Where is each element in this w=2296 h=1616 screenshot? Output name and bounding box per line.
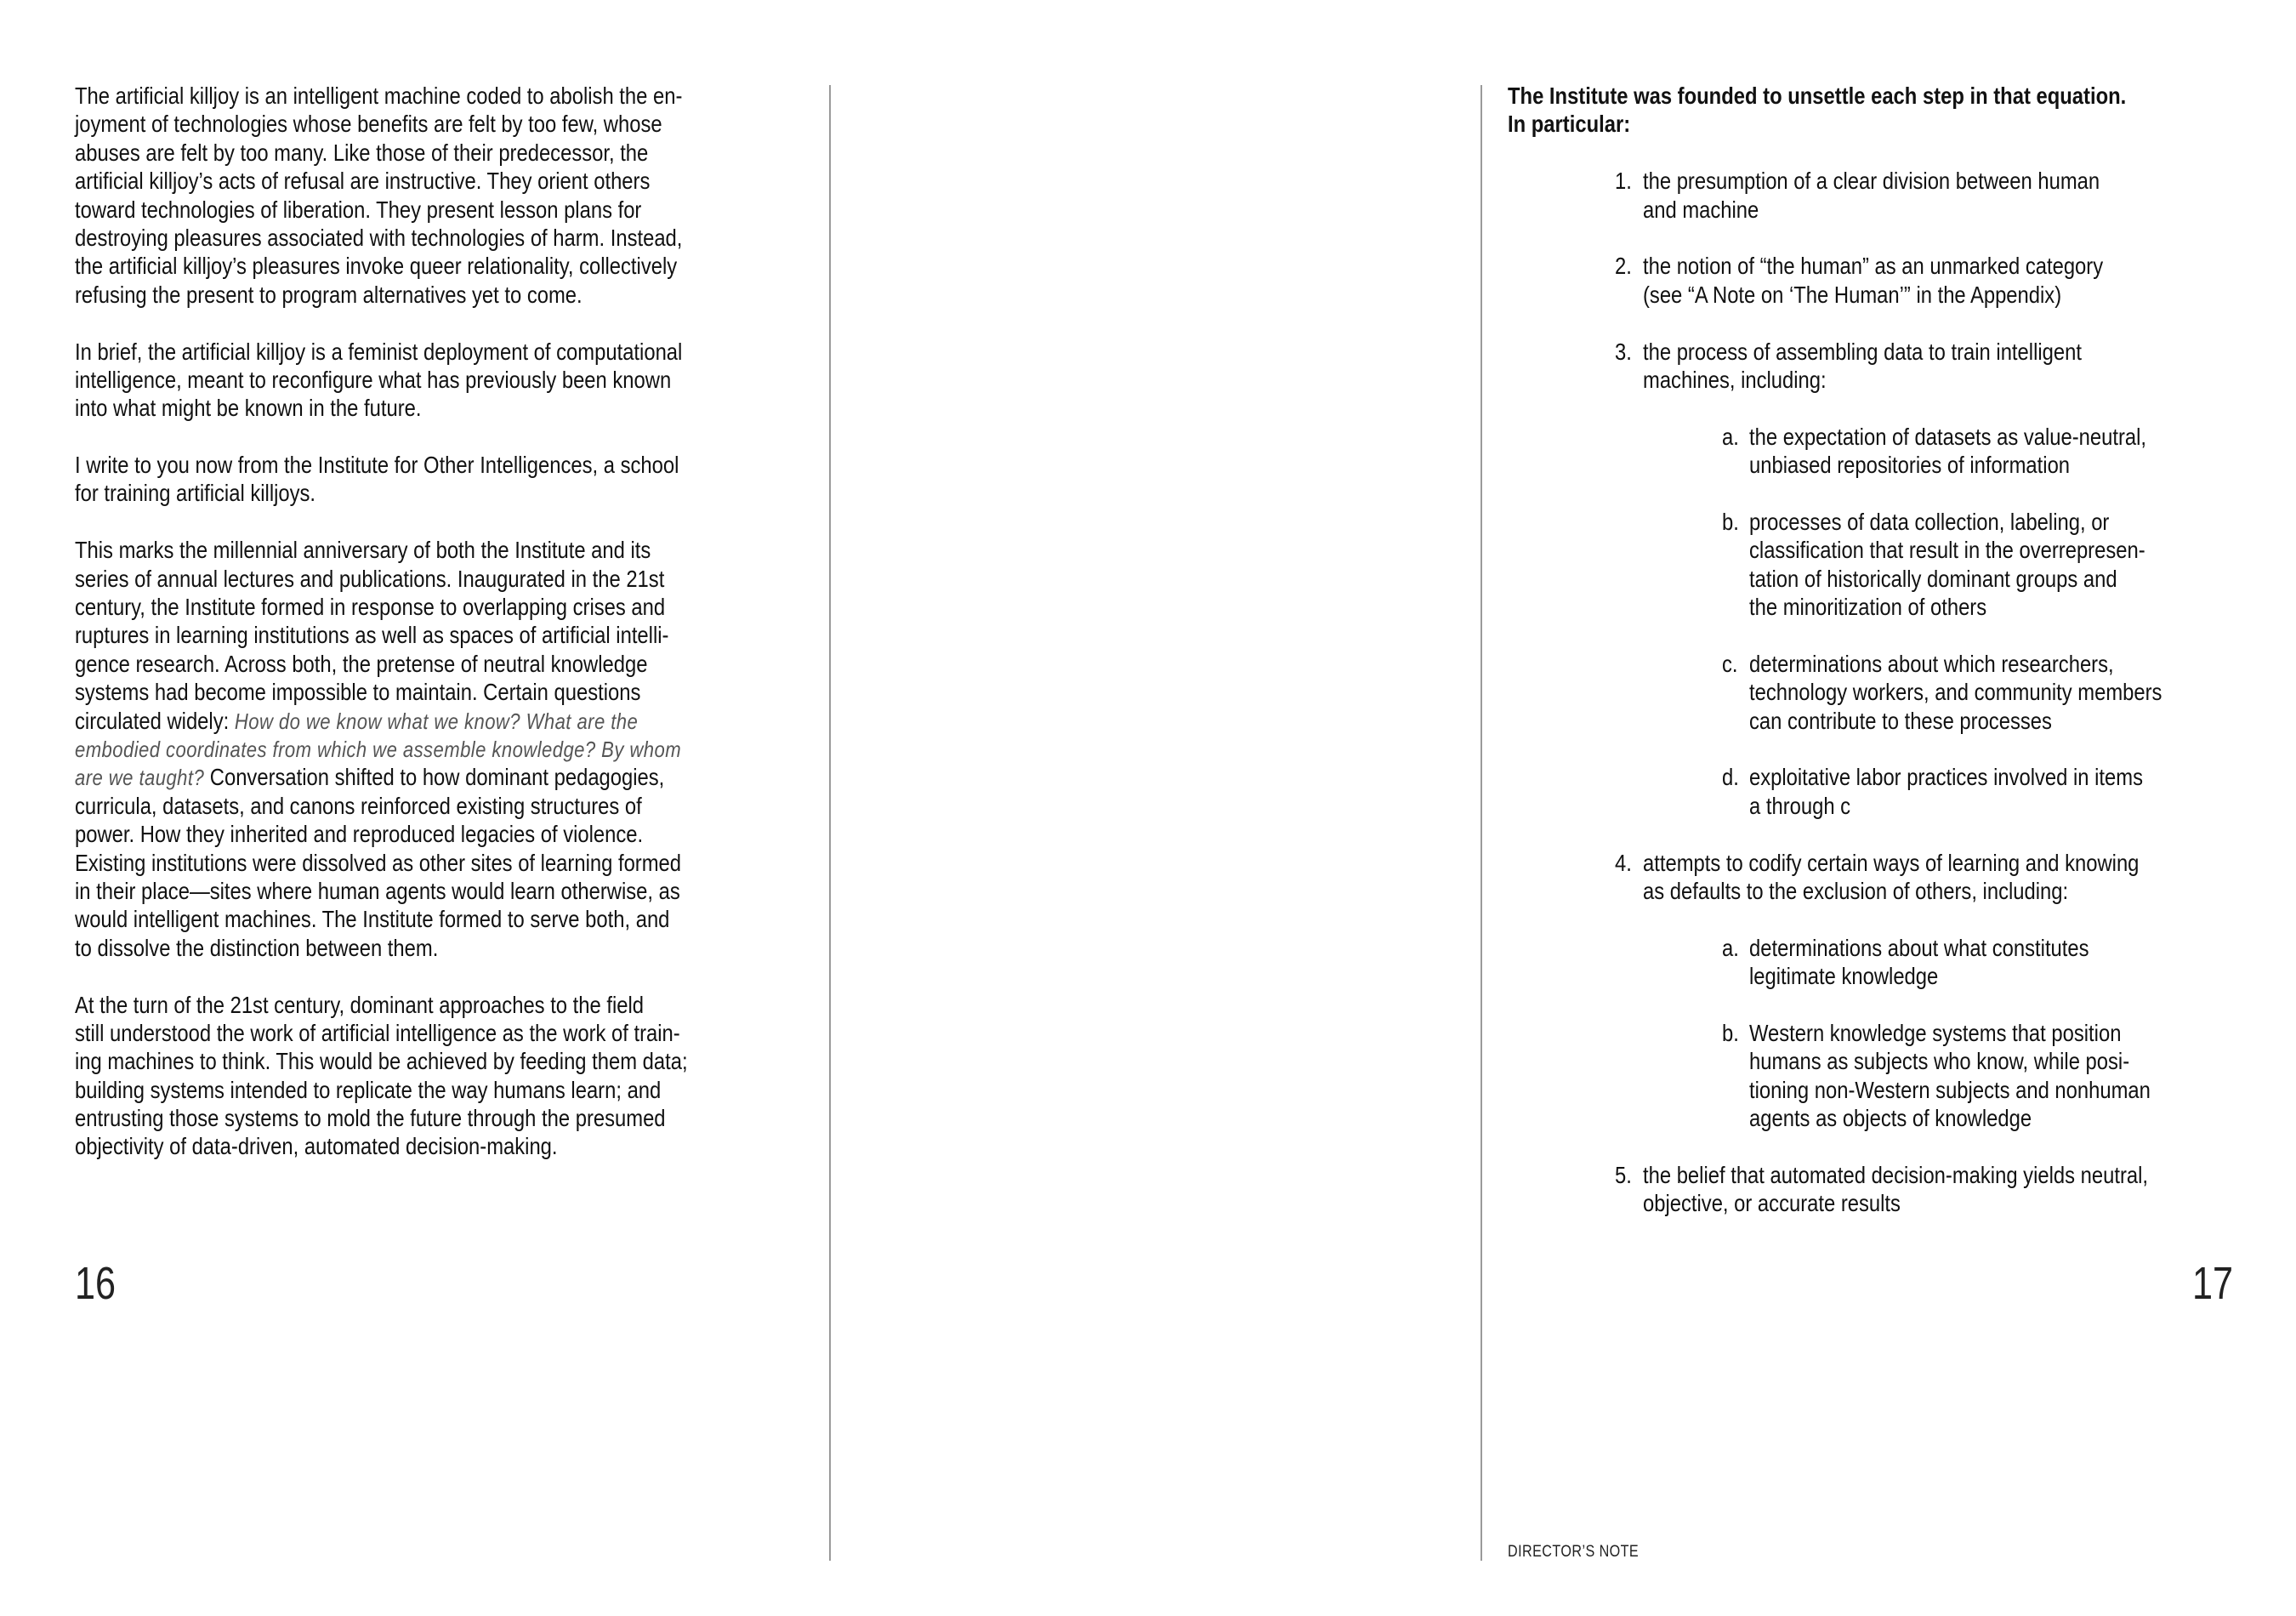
sub-list-item-line (1508, 423, 2273, 451)
italic-question-text: embodied coordinates from which we assemble knowledge? By whom (75, 736, 682, 762)
text-line (75, 536, 806, 564)
line-text: determinations about which researchers, (1749, 650, 2114, 677)
text-line (75, 905, 806, 933)
text-line (75, 224, 806, 252)
line-text: building systems intended to replicate the way humans learn; and (75, 1076, 662, 1103)
line-text: and machine (1643, 196, 1759, 223)
text-line (75, 479, 806, 507)
text-line (75, 451, 806, 479)
line-text: to dissolve the distinction between them. (75, 934, 439, 961)
text-line (75, 252, 806, 280)
text-line (75, 707, 806, 735)
sub-list-item-line (1508, 650, 2273, 678)
list-marker: a. (1722, 423, 1739, 450)
line-text: abuses are felt by too many. Like those of their predecessor, the (75, 139, 649, 166)
list-item-line (1508, 252, 2273, 280)
line-text: ruptures in learning institutions as well as spaces of artificial intelli- (75, 622, 669, 649)
line-text (75, 763, 664, 792)
sub-list-item-line (1508, 763, 2273, 791)
text-line (75, 1076, 806, 1104)
list-item-line (1508, 1189, 2273, 1217)
line-text: tioning non-Western subjects and nonhuman (1749, 1076, 2151, 1103)
line-text: artificial killjoy’s acts of refusal are instructive. They orient others (75, 168, 651, 195)
line-text: the belief that automated decision-making yields neutral, (1643, 1161, 2149, 1188)
line-text: curricula, datasets, and canons reinforced existing structures of (75, 792, 642, 819)
text-segment: circulated widely: (75, 707, 235, 734)
text-line (75, 1047, 806, 1075)
text-line (75, 650, 806, 678)
line-text: exploitative labor practices involved in items (1749, 764, 2143, 791)
left-page-divider (829, 85, 831, 1561)
intro-line (1508, 82, 2273, 110)
list-item-line (1508, 224, 2273, 252)
list-item-line (1508, 338, 2273, 366)
text-line (75, 678, 806, 706)
text-line (75, 423, 806, 451)
line-text: systems had become impossible to maintain. Certain questions (75, 679, 641, 706)
text-line (75, 877, 806, 905)
line-text: for training artificial killjoys. (75, 480, 316, 507)
line-text: into what might be known in the future. (75, 395, 422, 422)
line-text: still understood the work of artificial intelligence as the work of train- (75, 1019, 680, 1046)
line-text: In particular: (1508, 111, 1631, 138)
list-item-line (1508, 991, 2273, 1019)
left-page-body (75, 82, 806, 1161)
text-segment: Conversation shifted to how dominant pedagogies, (204, 764, 665, 791)
sub-list-item-line (1508, 593, 2273, 621)
line-text: tation of historically dominant groups and (1749, 565, 2117, 592)
list-item-line (1508, 394, 2273, 422)
text-line (75, 167, 806, 195)
list-item-line (1508, 1132, 2273, 1160)
line-text: attempts to codify certain ways of learning and knowing (1643, 849, 2140, 876)
list-item-line (1508, 479, 2273, 507)
line-text: Western knowledge systems that position (1749, 1019, 2122, 1046)
text-line (75, 962, 806, 990)
text-line (75, 849, 806, 877)
line-text: Existing institutions were dissolved as other sites of learning formed (75, 849, 682, 876)
line-text: would intelligent machines. The Institute formed to serve both, and (75, 906, 670, 933)
list-item-line (1508, 735, 2273, 763)
line-text: series of annual lectures and publications. Inaugurated in the 21st (75, 565, 665, 592)
list-marker: 4. (1615, 849, 1632, 876)
line-text: technology workers, and community members (1749, 679, 2162, 706)
line-text: the artificial killjoy’s pleasures invoke queer relationality, collectively (75, 253, 678, 280)
list-marker: a. (1722, 934, 1739, 961)
line-text: toward technologies of liberation. They present lesson plans for (75, 196, 642, 223)
list-item-line (1508, 820, 2273, 848)
right-page-body (1508, 82, 2273, 1218)
line-text: This marks the millennial anniversary of both the Institute and its (75, 537, 651, 564)
line-text: gence research. Across both, the pretense of neutral knowledge (75, 650, 648, 677)
line-text: classification that result in the overrepresen- (1749, 537, 2145, 564)
line-text: the notion of “the human” as an unmarked category (1643, 253, 2104, 280)
text-line (75, 763, 806, 791)
line-text (75, 735, 681, 764)
list-marker: 1. (1615, 168, 1632, 195)
line-text: joyment of technologies whose benefits are felt by too few, whose (75, 111, 662, 138)
sub-list-item-line (1508, 962, 2273, 990)
text-line (75, 991, 806, 1019)
line-text: intelligence, meant to reconfigure what has previously been known (75, 366, 672, 393)
list-marker: 3. (1615, 338, 1632, 365)
list-item-line (1508, 167, 2273, 195)
list-marker: b. (1722, 1019, 1739, 1046)
list-marker: d. (1722, 764, 1739, 791)
list-item-line (1508, 139, 2273, 167)
line-text (75, 707, 638, 736)
line-text: destroying pleasures associated with technologies of harm. Instead, (75, 224, 683, 251)
list-item-line (1508, 281, 2273, 309)
text-line (75, 621, 806, 649)
line-text: the process of assembling data to train intelligent (1643, 338, 2082, 365)
sub-list-item-line (1508, 1104, 2273, 1132)
running-footer: DIRECTOR’S NOTE (1508, 1543, 1640, 1561)
italic-question-text: are we taught? (75, 765, 205, 791)
text-line (75, 82, 806, 110)
text-line (75, 281, 806, 309)
line-text: (see “A Note on ‘The Human’” in the Appendix) (1643, 281, 2062, 308)
text-line (75, 196, 806, 224)
text-line (75, 792, 806, 820)
text-line (75, 110, 806, 138)
line-text: I write to you now from the Institute for Other Intelligences, a school (75, 452, 679, 479)
list-item-line (1508, 309, 2273, 337)
list-item-line (1508, 849, 2273, 877)
list-item-line (1508, 366, 2273, 394)
text-line (75, 139, 806, 167)
line-text: The Institute was founded to unsettle each step in that equation. (1508, 83, 2127, 109)
sub-list-item-line (1508, 934, 2273, 962)
page-number-right: 17 (2191, 1258, 2233, 1309)
list-marker: b. (1722, 508, 1739, 535)
text-line (75, 508, 806, 536)
intro-line (1508, 110, 2273, 138)
line-text: processes of data collection, labeling, or (1749, 508, 2110, 535)
line-text: agents as objects of knowledge (1749, 1105, 2032, 1132)
sub-list-item-line (1508, 565, 2273, 593)
line-text: The artificial killjoy is an intelligent machine coded to abolish the en- (75, 83, 683, 109)
text-line (75, 565, 806, 593)
sub-list-item-line (1508, 792, 2273, 820)
list-marker: 5. (1615, 1161, 1632, 1188)
text-line (75, 394, 806, 422)
text-line (75, 338, 806, 366)
line-text: legitimate knowledge (1749, 963, 1939, 990)
text-line (75, 1019, 806, 1047)
list-item-line (1508, 621, 2273, 649)
line-text: as defaults to the exclusion of others, including: (1643, 877, 2069, 904)
sub-list-item-line (1508, 536, 2273, 564)
line-text: objectivity of data-driven, automated decision-making. (75, 1133, 558, 1160)
text-line (75, 820, 806, 848)
page-number-left: 16 (75, 1258, 117, 1309)
line-text: ing machines to think. This would be achieved by feeding them data; (75, 1048, 688, 1075)
line-text: the presumption of a clear division between human (1643, 168, 2100, 195)
line-text: a through c (1749, 792, 1851, 819)
line-text: in their place—sites where human agents would learn otherwise, as (75, 877, 680, 904)
list-item-line (1508, 196, 2273, 224)
line-text: At the turn of the 21st century, dominant approaches to the field (75, 991, 645, 1018)
line-text: machines, including: (1643, 366, 1827, 393)
sub-list-item-line (1508, 1076, 2273, 1104)
italic-question-text: How do we know what we know? What are the (234, 708, 639, 734)
line-text: determinations about what constitutes (1749, 934, 2089, 961)
line-text: refusing the present to program alternatives yet to come. (75, 281, 583, 308)
sub-list-item-line (1508, 707, 2273, 735)
line-text: the expectation of datasets as value-neutral, (1749, 423, 2147, 450)
sub-list-item-line (1508, 508, 2273, 536)
text-line (75, 366, 806, 394)
sub-list-item-line (1508, 678, 2273, 706)
right-page-divider (1480, 85, 1482, 1561)
line-text: power. How they inherited and reproduced legacies of violence. (75, 821, 644, 848)
list-marker: 2. (1615, 253, 1632, 280)
line-text: In brief, the artificial killjoy is a feminist deployment of computational (75, 338, 683, 365)
list-marker: c. (1722, 650, 1738, 677)
line-text: the minoritization of others (1749, 594, 1987, 621)
text-line (75, 934, 806, 962)
line-text: century, the Institute formed in response to overlapping crises and (75, 594, 666, 621)
line-text: objective, or accurate results (1643, 1190, 1901, 1217)
line-text: entrusting those systems to mold the future through the presumed (75, 1105, 666, 1132)
line-text: unbiased repositories of information (1749, 452, 2071, 479)
text-line (75, 1132, 806, 1160)
text-line (75, 735, 806, 763)
sub-list-item-line (1508, 451, 2273, 479)
list-item-line (1508, 905, 2273, 933)
text-line (75, 1104, 806, 1132)
line-text: can contribute to these processes (1749, 707, 2052, 734)
list-item-line (1508, 877, 2273, 905)
text-line (75, 309, 806, 337)
text-line (75, 593, 806, 621)
line-text: humans as subjects who know, while posi- (1749, 1048, 2130, 1075)
list-item-line (1508, 1161, 2273, 1189)
sub-list-item-line (1508, 1019, 2273, 1047)
sub-list-item-line (1508, 1047, 2273, 1075)
